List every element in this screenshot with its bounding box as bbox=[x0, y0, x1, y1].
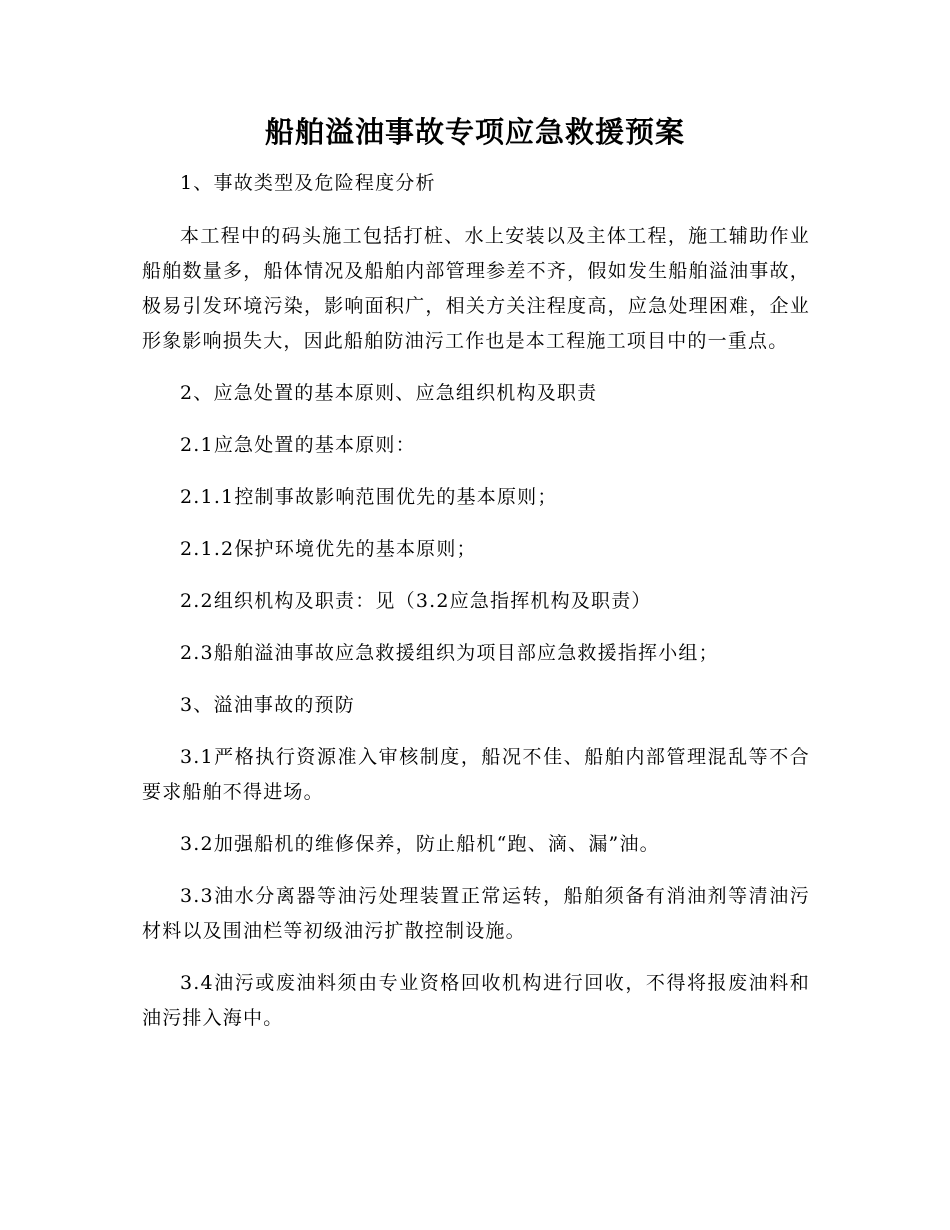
section-3-3-item: 3.3油水分离器等油污处理装置正常运转，船舶须备有消油剂等清油污材料以及围油栏等初级油污扩散控制设施。 bbox=[142, 885, 810, 942]
section-1-heading: 1、事故类型及危险程度分析 bbox=[180, 172, 436, 194]
section-2-1-2-item: 2.1.2保护环境优先的基本原则； bbox=[180, 538, 477, 560]
section-2-1-heading: 2.1应急处置的基本原则： bbox=[180, 434, 416, 456]
section-3-4-item: 3.4油污或废油料须由专业资格回收机构进行回收，不得将报废油料和油污排入海中。 bbox=[142, 972, 810, 1029]
document-title: 船舶溢油事故专项应急救援预案 bbox=[264, 115, 685, 149]
section-2-3-item: 2.3船舶溢油事故应急救援组织为项目部应急救援指挥小组； bbox=[180, 642, 719, 664]
section-3-heading: 3、溢油事故的预防 bbox=[180, 694, 355, 716]
document-body bbox=[142, 166, 810, 1036]
section-1-paragraph: 本工程中的码头施工包括打桩、水上安装以及主体工程，施工辅助作业船舶数量多，船体情况及船舶内部管理参差不齐，假如发生船舶溢油事故，极易引发环境污染，影响面积广，相关方关注程度高，应急处理困难，企业形象影响损失大，因此船舶防油污工作也是本工程施工项目中的一重点。 bbox=[142, 225, 810, 352]
section-2-heading: 2、应急处置的基本原则、应急组织机构及职责 bbox=[180, 382, 598, 404]
section-2-2-item: 2.2组织机构及职责：见（3.2应急指挥机构及职责） bbox=[180, 590, 652, 612]
section-3-2-item: 3.2加强船机的维修保养，防止船机“跑、滴、漏”油。 bbox=[180, 833, 660, 855]
section-3-1-item: 3.1严格执行资源准入审核制度，船况不佳、船舶内部管理混乱等不合要求船舶不得进场。 bbox=[142, 746, 810, 803]
section-2-1-1-item: 2.1.1控制事故影响范围优先的基本原则； bbox=[180, 486, 558, 508]
